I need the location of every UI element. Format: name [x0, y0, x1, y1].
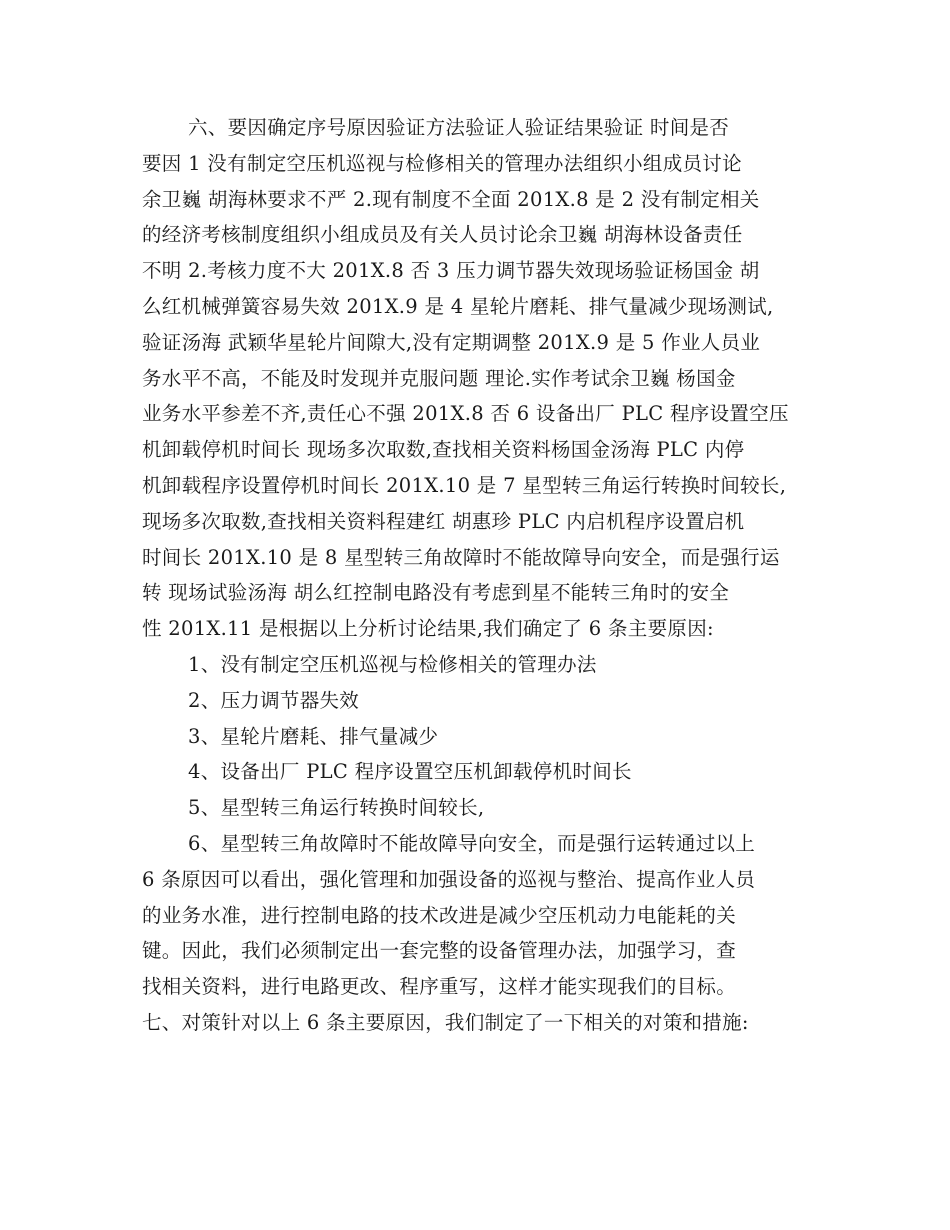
text-line: 转 现场试验汤海 胡么红控制电路没有考虑到星不能转三角时的安全 [142, 581, 730, 605]
text-line: 余卫巍 胡海林要求不严 2.现有制度不全面 201X.8 是 2 没有制定相关 [142, 187, 760, 211]
text-line: 找相关资料，进行电路更改、程序重写，这样才能实现我们的目标。 [142, 975, 737, 999]
text-line: 务水平不高，不能及时发现并克服问题 理论.实作考试余卫巍 杨国金 [142, 366, 736, 390]
text-line: 1、没有制定空压机巡视与检修相关的管理办法 [188, 652, 597, 676]
text-line: 六、要因确定序号原因验证方法验证人验证结果验证 时间是否 [188, 116, 730, 139]
text-line: 机卸载程序设置停机时间长 201X.10 是 7 星型转三角运行转换时间较长, [142, 473, 787, 497]
text-line: 机卸载停机时间长 现场多次取数,查找相关资料杨国金汤海 PLC 内停 [142, 438, 745, 462]
text-line: 6 条原因可以看出，强化管理和加强设备的巡视与整治、提高作业人员 [142, 867, 756, 891]
text-line: 么红机械弹簧容易失效 201X.9 是 4 星轮片磨耗、排气量减少现场测试, [142, 294, 774, 318]
text-line: 验证汤海 武颖华星轮片间隙大,没有定期调整 201X.9 是 5 作业人员业 [142, 330, 761, 354]
text-line: 七、对策针对以上 6 条主要原因，我们制定了一下相关的对策和措施: [142, 1010, 749, 1034]
text-line: 业务水平参差不齐,责任心不强 201X.8 否 6 设备出厂 PLC 程序设置空压 [142, 402, 789, 426]
body-text [142, 110, 822, 1041]
text-line: 4、设备出厂 PLC 程序设置空压机卸载停机时间长 [188, 760, 632, 784]
text-line: 6、星型转三角故障时不能故障导向安全，而是强行运转通过以上 [188, 831, 756, 855]
text-line: 的经济考核制度组织小组成员及有关人员讨论余卫巍 胡海林设备责任 [142, 223, 743, 247]
text-line: 键。因此，我们必须制定出一套完整的设备管理办法，加强学习，查 [142, 939, 737, 963]
text-line: 现场多次取数,查找相关资料程建红 胡惠珍 PLC 内启机程序设置启机 [142, 509, 745, 533]
text-line: 不明 2.考核力度不大 201X.8 否 3 压力调节器失效现场验证杨国金 胡 [142, 259, 760, 283]
text-line: 时间长 201X.10 是 8 星型转三角故障时不能故障导向安全，而是强行运 [142, 545, 780, 569]
text-line: 5、星型转三角运行转换时间较长, [188, 796, 485, 820]
text-line: 2、压力调节器失效 [188, 688, 360, 712]
text-line: 性 201X.11 是根据以上分析讨论结果,我们确定了 6 条主要原因: [142, 617, 714, 641]
text-line: 要因 1 没有制定空压机巡视与检修相关的管理办法组织小组成员讨论 [142, 151, 742, 175]
text-line: 的业务水准，进行控制电路的技术改进是减少空压机动力电能耗的关 [142, 903, 737, 927]
text-line: 3、星轮片磨耗、排气量减少 [188, 724, 439, 748]
